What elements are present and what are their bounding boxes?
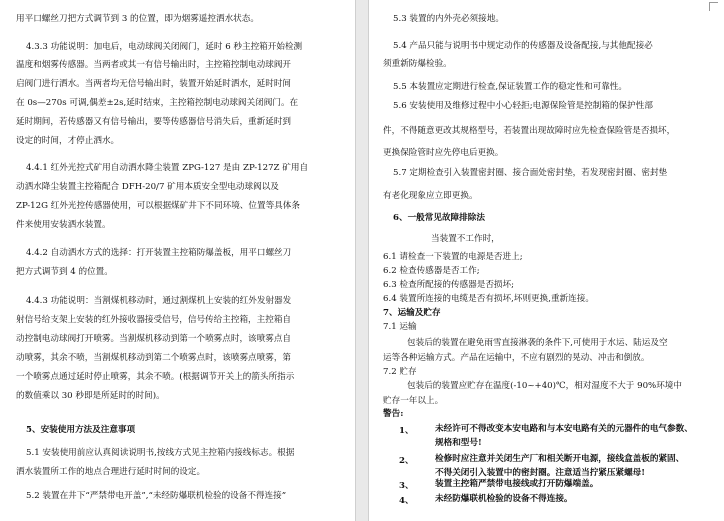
left-line-1: 4.3.3 功能说明：加电后，电动球阀关闭阀门，延时 6 秒主控箱开始检测 (26, 42, 303, 52)
right-line-4: 5.6 安装使用及维修过程中小心轻拒;电源保险管是控制箱的保护性部 (393, 101, 653, 111)
right-line-1: 5.4 产品只能与说明书中规定动作的传感器及设备配接,与其他配接必 (393, 41, 653, 51)
right-line-16: 7.1 运输 (383, 322, 417, 332)
left-line-4: 在 0s—270s 可调,偶差±2s,延时结束，主控箱控制电动球阀关闭阀门。在 (16, 98, 299, 108)
left-line-18: 的数值乘以 30 秒即是所延时的时间)。 (16, 391, 165, 401)
right-page (369, 0, 724, 521)
left-line-10: 件来使用安装洒水装置。 (16, 220, 111, 230)
right-line-20: 包装后的装置应贮存在温度(-10~+40)℃，相对湿度不大于 90%环境中 (407, 381, 682, 391)
warning-number-2: 2、 (399, 456, 414, 466)
left-line-0: 用平口螺丝刀把方式调节到 3 的位置，即为烟雾遥控洒水状态。 (16, 14, 259, 24)
left-line-11: 4.4.2 自动洒水方式的选择：打开装置主控箱防爆盖板，用平口螺丝刀 (26, 248, 292, 258)
right-line-18: 运等各种运输方式。产品在运输中，不应有剧烈的晃动、冲击和倒放。 (383, 353, 650, 363)
left-line-20: 5.1 安装使用前应认真阅读说明书,按线方式见主控箱内接线标志。根据 (26, 448, 295, 458)
right-line-22: 警告: (383, 409, 404, 419)
right-line-0: 5.3 装置的内外壳必须接地。 (393, 14, 504, 24)
left-line-7: 4.4.1 红外光控式矿用自动洒水降尘装置 ZPG-127 是由 ZP-127Z 矿用自 (26, 163, 309, 173)
left-line-6: 设定的时间，才停止洒水。 (16, 136, 120, 146)
right-line-17: 包装后的装置在避免雨雪直接淋袭的条件下,可使用于水运、陆运及空 (407, 338, 668, 348)
right-line-14: 6.4 装置所连接的电缆是否有损坏,坏则更换,重新连接。 (383, 294, 594, 304)
right-line-2: 须重新防爆检验。 (383, 59, 452, 69)
right-line-6: 更换保险管时应先停电后更换。 (383, 148, 504, 158)
right-line-3: 5.5 本装置应定期进行检查,保证装置工作的稳定性和可靠性。 (393, 82, 627, 92)
left-line-9: ZP-12G 红外光控传感器使用，可以根据煤矿井下不同环境、位置等具体条 (16, 201, 300, 211)
left-line-5: 延时期间，若传感器又有信号输出，要等传感器信号消失后，重新延时到 (16, 117, 292, 127)
right-line-15: 7、运输及贮存 (383, 308, 441, 318)
right-line-19: 7.2 贮存 (383, 367, 417, 377)
left-line-3: 启阀门进行洒水。当两者均无信号输出时，装置开始延时洒水，延时时间 (16, 79, 292, 89)
right-line-7: 5.7 定期检查引入装置密封圈、接合面处密封垫，若发现密封圈、密封垫 (393, 168, 668, 178)
left-line-8: 动洒水降尘装置主控箱配合 DFH-20/7 矿用本质安全型电动球阀以及 (16, 182, 279, 192)
left-page (0, 0, 355, 521)
crop-mark (709, 2, 718, 11)
warning-text-3-0: 装置主控箱严禁带电接线或打开防爆端盖。 (435, 479, 599, 489)
right-line-10: 当装置不工作时， (431, 234, 500, 244)
left-line-16: 动喷雾，其余不喷，当割煤机移动到第二个喷雾点时，该喷雾点喷雾，第 (16, 353, 292, 363)
warning-number-1: 1、 (399, 426, 414, 436)
right-line-11: 6.1 请检查一下装置的电源是否进上; (383, 252, 523, 262)
right-line-5: 件，不得随意更改其规格型号，若装置出现故障时应先检查保险管是否损坏， (383, 126, 676, 136)
left-line-13: 4.4.3 功能说明：当割煤机移动时，通过割煤机上安装的红外发射器发 (26, 296, 292, 306)
left-line-22: 5.2 装置在井下“严禁带电开盖”,“未经防爆联机检验的设备不得连接” (26, 491, 287, 501)
left-line-17: 一个喷雾点通过延时停止喷雾，其余不喷。(根据调节开关上的箭头所指示 (16, 372, 295, 382)
left-line-19: 5、安装使用方法及注意事项 (26, 425, 136, 435)
warning-text-1-1: 规格和型号! (435, 438, 482, 448)
left-line-15: 动控制电动球阀打开喷雾。当割煤机移动到第一个喷雾点时，该喷雾点自 (16, 334, 292, 344)
warning-text-2-1: 不得关闭引入装置中的密封圈。注意适当拧紧压紧螺母! (435, 468, 646, 478)
warning-number-4: 4、 (399, 496, 414, 506)
right-line-12: 6.2 检查传感器是否工作; (383, 266, 480, 276)
left-line-21: 洒水装置所工作的地点合理进行延时时间的设定。 (16, 467, 206, 477)
warning-text-2-0: 检修时应注意并关闭生产厂和相关断开电源，接线盒盖板的紧固、 (435, 454, 685, 464)
left-line-12: 把方式调节到 4 的位置。 (16, 267, 113, 277)
right-line-21: 贮存一年以上。 (383, 396, 444, 406)
right-line-8: 有老化现象应立即更换。 (383, 191, 478, 201)
left-line-2: 温度和烟雾传感器。当两者或其一有信号输出时，主控箱控制电动球阀开 (16, 60, 292, 70)
right-line-9: 6、一般常见故障排除法 (393, 213, 485, 223)
right-line-13: 6.3 检查所配接的传感器是否损坏; (383, 280, 515, 290)
warning-text-1-0: 未经许可不得改变本安电路和与本安电路有关的元器件的电气参数、 (435, 424, 693, 434)
page-gutter (355, 0, 369, 521)
left-line-14: 射信号给支架上安装的红外接收器接受信号，信号传给主控箱，主控箱自 (16, 315, 292, 325)
warning-text-4-0: 未经防爆联机检验的设备不得连接。 (435, 494, 573, 504)
warning-number-3: 3、 (399, 481, 414, 491)
